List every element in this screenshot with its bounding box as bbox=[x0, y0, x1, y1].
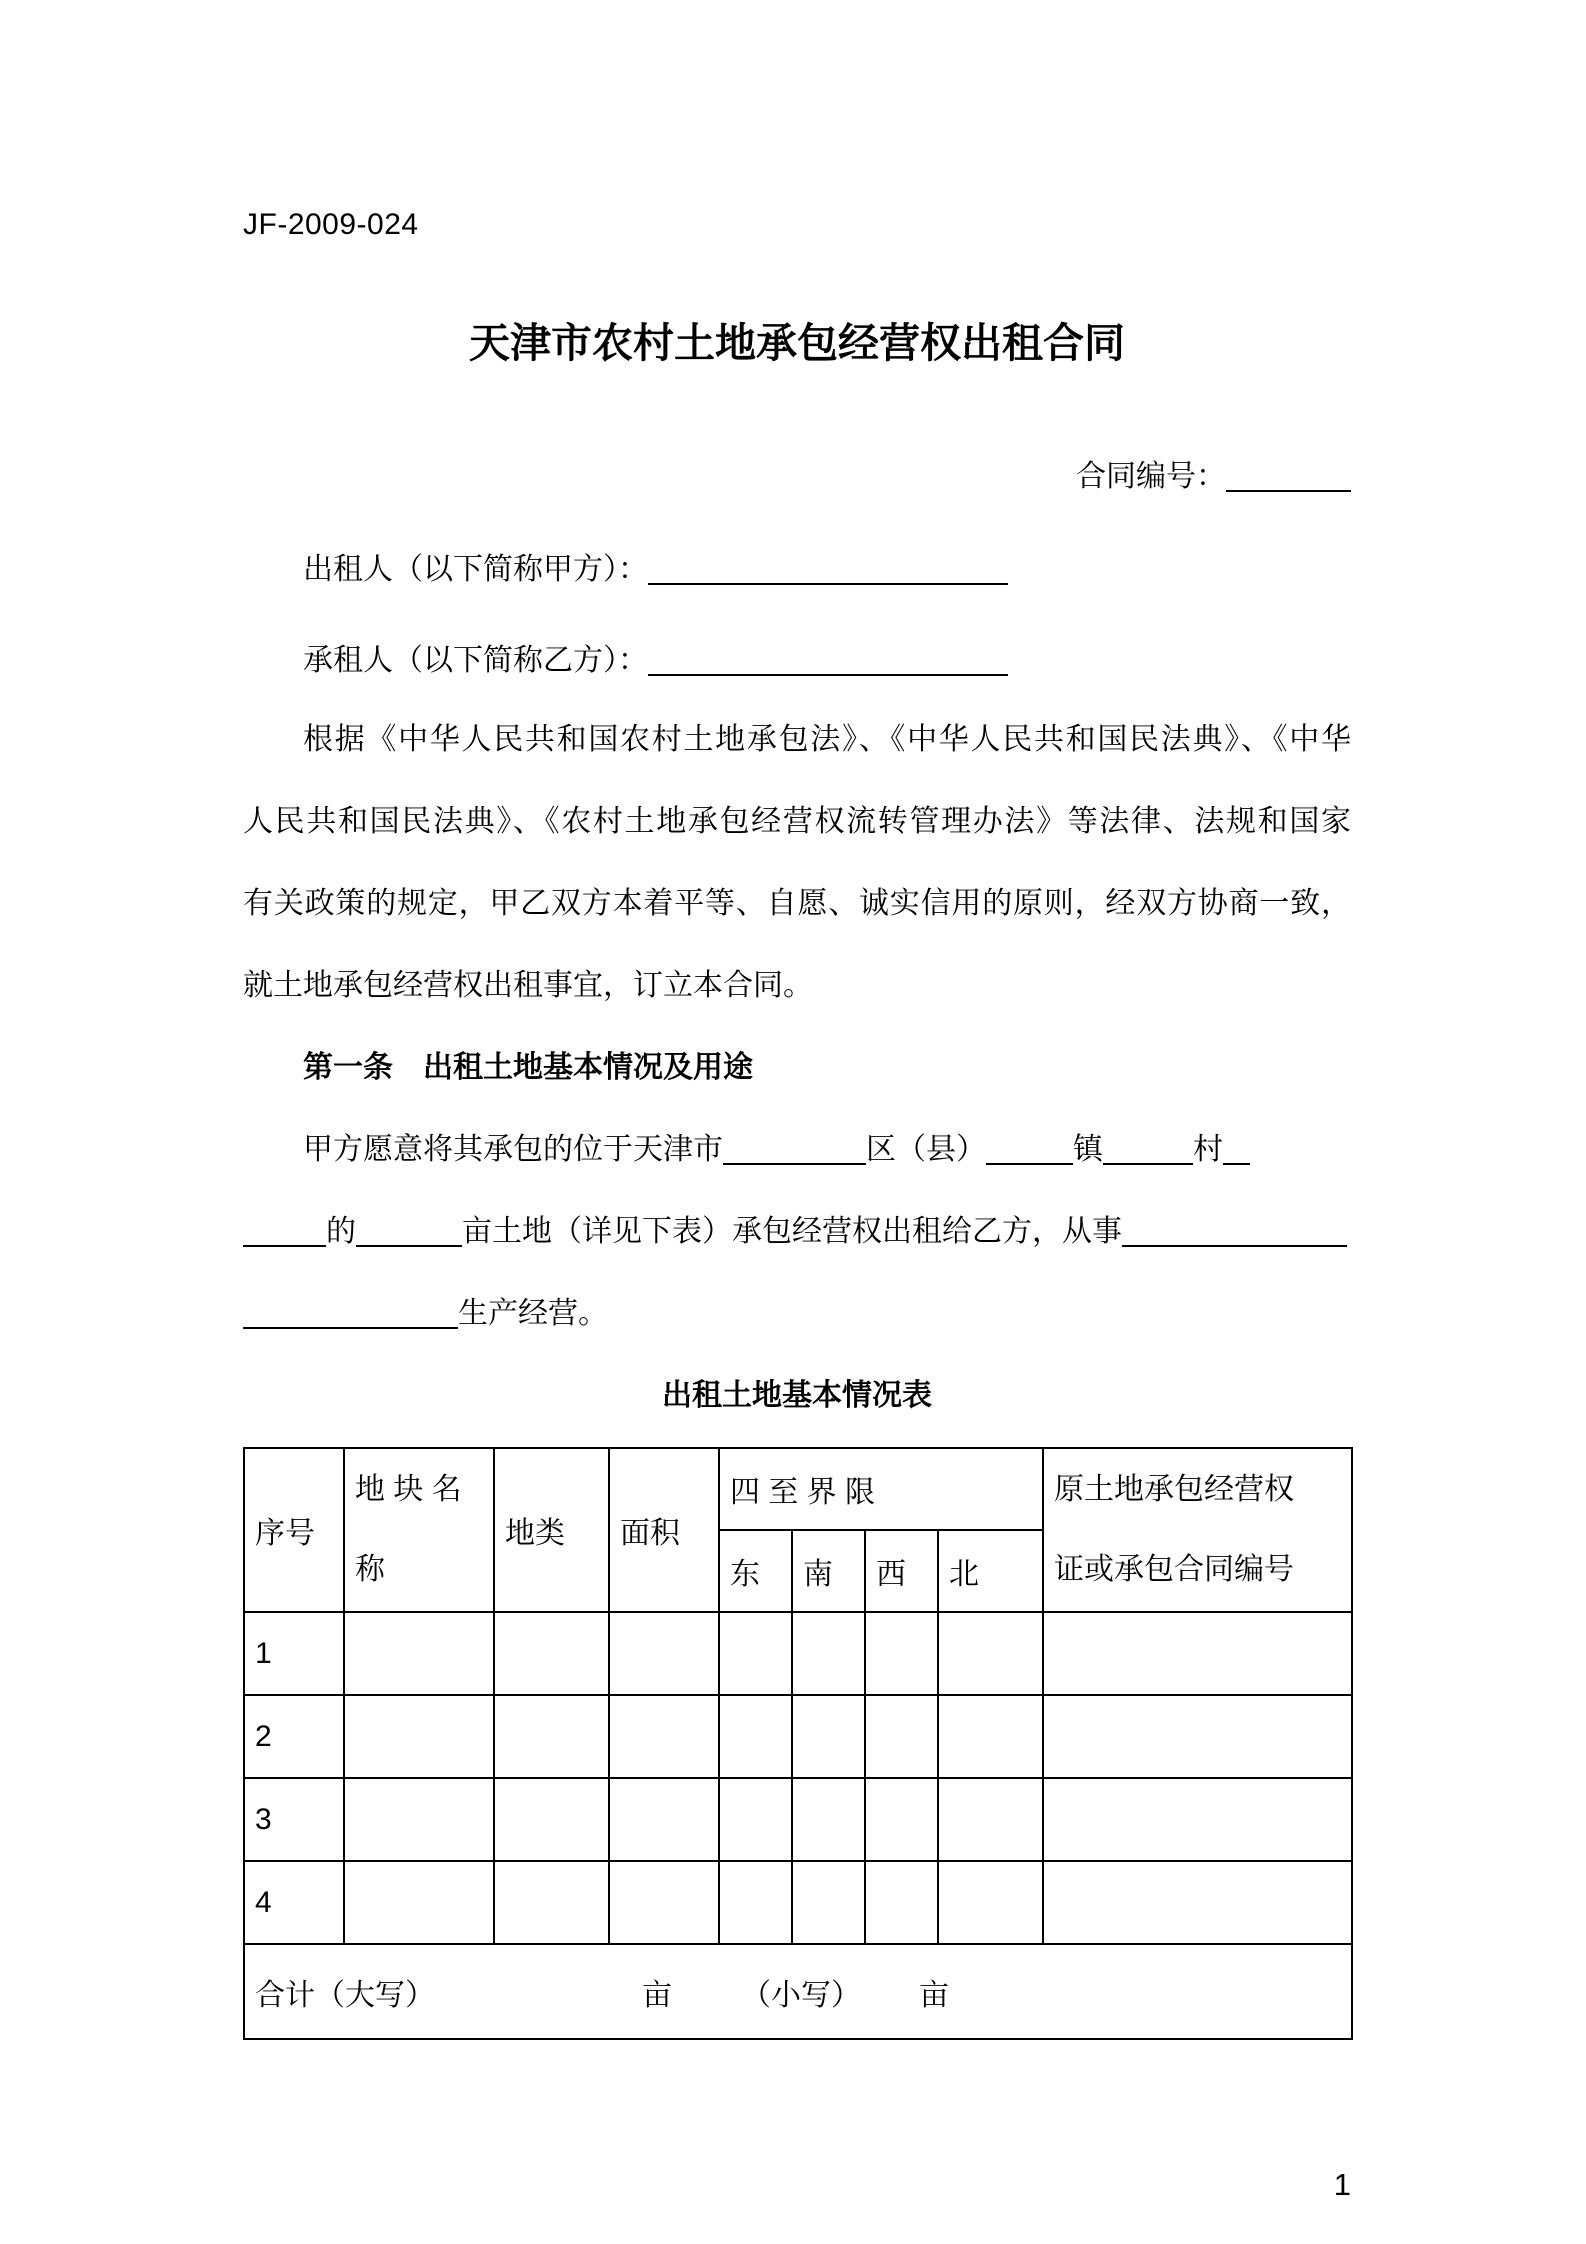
col-header-no: 序号 bbox=[244, 1448, 344, 1612]
empty-cell bbox=[344, 1861, 494, 1944]
row-number-cell: 1 bbox=[244, 1612, 344, 1695]
col-header-plot-name bbox=[344, 1448, 494, 1612]
empty-cell bbox=[494, 1778, 609, 1861]
fill-in-blank bbox=[1122, 1207, 1347, 1247]
table-title: 出租土地基本情况表 bbox=[662, 1379, 932, 1412]
row-number-cell: 2 bbox=[244, 1695, 344, 1778]
col-header-cert-line2: 证或承包合同编号 bbox=[1054, 1553, 1295, 1586]
text-segment: 区（县） bbox=[866, 1133, 986, 1166]
lessee-blank bbox=[648, 636, 1008, 676]
empty-cell bbox=[938, 1778, 1043, 1861]
text-segment: 村 bbox=[1193, 1133, 1223, 1166]
col-header-west: 西 bbox=[865, 1530, 938, 1612]
text-segment: 合计（大写） bbox=[255, 1978, 435, 2012]
empty-cell bbox=[938, 1861, 1043, 1944]
text-segment: 的 bbox=[326, 1215, 356, 1248]
page-number: 1 bbox=[1333, 2167, 1351, 2202]
empty-cell bbox=[719, 1861, 792, 1944]
text-segment: 甲方愿意将其承包的位于天津市 bbox=[303, 1133, 723, 1166]
land-info-table bbox=[243, 1447, 1353, 2040]
fill-in-blank bbox=[1223, 1125, 1250, 1165]
lessor-line bbox=[243, 539, 1351, 592]
empty-cell bbox=[344, 1612, 494, 1695]
intro-line-1: 根据《中华人民共和国农村土地承包法》、《中华人民共和国民法典》、《中华 bbox=[303, 723, 1351, 756]
empty-cell bbox=[719, 1778, 792, 1861]
empty-cell bbox=[344, 1778, 494, 1861]
land-row-4 bbox=[244, 1861, 1352, 1944]
col-header-land-type: 地类 bbox=[494, 1448, 609, 1612]
empty-cell bbox=[1043, 1861, 1352, 1944]
contract-no-line bbox=[243, 446, 1351, 499]
total-row bbox=[244, 1944, 1352, 2039]
text-segment: 生产经营。 bbox=[458, 1297, 608, 1330]
table-body bbox=[244, 1612, 1352, 2039]
empty-cell bbox=[609, 1778, 719, 1861]
land-row-3 bbox=[244, 1778, 1352, 1861]
empty-cell bbox=[1043, 1778, 1352, 1861]
article1-line-1 bbox=[243, 1109, 1351, 1191]
land-row-2 bbox=[244, 1695, 1352, 1778]
table-header bbox=[244, 1448, 1352, 1612]
empty-cell bbox=[609, 1695, 719, 1778]
empty-cell bbox=[792, 1612, 865, 1695]
col-header-north: 北 bbox=[938, 1530, 1043, 1612]
contract-no-blank bbox=[1226, 452, 1351, 492]
col-header-cert-line1: 原土地承包经营权 bbox=[1054, 1473, 1295, 1506]
header-row-top bbox=[244, 1448, 1352, 1530]
empty-cell bbox=[609, 1612, 719, 1695]
col-header-area: 面积 bbox=[609, 1448, 719, 1612]
col-header-plot-name-line1: 地 块 名 bbox=[355, 1473, 462, 1506]
empty-cell bbox=[1043, 1612, 1352, 1695]
article1-heading: 第一条 出租土地基本情况及用途 bbox=[303, 1051, 753, 1084]
total-cell bbox=[244, 1944, 1352, 2039]
empty-cell bbox=[609, 1861, 719, 1944]
empty-cell bbox=[938, 1695, 1043, 1778]
text-segment: （小写） bbox=[741, 1978, 861, 2012]
land-row-1 bbox=[244, 1612, 1352, 1695]
fill-in-blank bbox=[243, 1289, 458, 1329]
article1-body bbox=[243, 1109, 1351, 1355]
empty-cell bbox=[792, 1695, 865, 1778]
fill-in-blank bbox=[986, 1125, 1073, 1165]
lessor-label: 出租人（以下简称甲方）： bbox=[303, 553, 648, 586]
col-header-cert bbox=[1043, 1448, 1352, 1612]
doc-title: 天津市农村土地承包经营权出租合同 bbox=[469, 320, 1125, 366]
col-header-east: 东 bbox=[719, 1530, 792, 1612]
fill-in-blank bbox=[723, 1125, 866, 1165]
text-segment: 亩 bbox=[919, 1978, 949, 2012]
empty-cell bbox=[792, 1861, 865, 1944]
intro-line-4: 就土地承包经营权出租事宜，订立本合同。 bbox=[243, 969, 813, 1002]
fill-in-blank bbox=[356, 1207, 462, 1247]
lessee-label: 承租人（以下简称乙方）： bbox=[303, 644, 648, 677]
intro-paragraph bbox=[243, 699, 1351, 1027]
intro-line-2: 人民共和国民法典》、《农村土地承包经营权流转管理办法》等法律、法规和国家 bbox=[243, 805, 1351, 838]
contract-no-label: 合同编号： bbox=[1076, 460, 1226, 493]
row-number-cell: 4 bbox=[244, 1861, 344, 1944]
row-number-cell: 3 bbox=[244, 1778, 344, 1861]
article1-line-3 bbox=[243, 1273, 1351, 1355]
empty-cell bbox=[344, 1695, 494, 1778]
empty-cell bbox=[494, 1695, 609, 1778]
empty-cell bbox=[938, 1612, 1043, 1695]
fill-in-blank bbox=[243, 1207, 326, 1247]
col-header-boundaries: 四 至 界 限 bbox=[719, 1448, 1043, 1530]
text-segment: 亩土地（详见下表）承包经营权出租给乙方，从事 bbox=[462, 1215, 1122, 1248]
col-header-south: 南 bbox=[792, 1530, 865, 1612]
lessor-blank bbox=[648, 545, 1008, 585]
empty-cell bbox=[719, 1695, 792, 1778]
empty-cell bbox=[1043, 1695, 1352, 1778]
text-segment: 亩 bbox=[642, 1978, 672, 2012]
empty-cell bbox=[792, 1778, 865, 1861]
text-segment: 镇 bbox=[1073, 1133, 1103, 1166]
empty-cell bbox=[865, 1695, 938, 1778]
empty-cell bbox=[719, 1612, 792, 1695]
lessee-line bbox=[243, 630, 1351, 683]
empty-cell bbox=[494, 1612, 609, 1695]
col-header-plot-name-line2: 称 bbox=[355, 1553, 385, 1586]
empty-cell bbox=[865, 1612, 938, 1695]
intro-line-3: 有关政策的规定，甲乙双方本着平等、自愿、诚实信用的原则，经双方协商一致， bbox=[243, 887, 1351, 920]
empty-cell bbox=[865, 1778, 938, 1861]
empty-cell bbox=[494, 1861, 609, 1944]
article1-line-2 bbox=[243, 1191, 1351, 1273]
doc-code: JF-2009-024 bbox=[243, 208, 419, 241]
fill-in-blank bbox=[1103, 1125, 1193, 1165]
empty-cell bbox=[865, 1861, 938, 1944]
